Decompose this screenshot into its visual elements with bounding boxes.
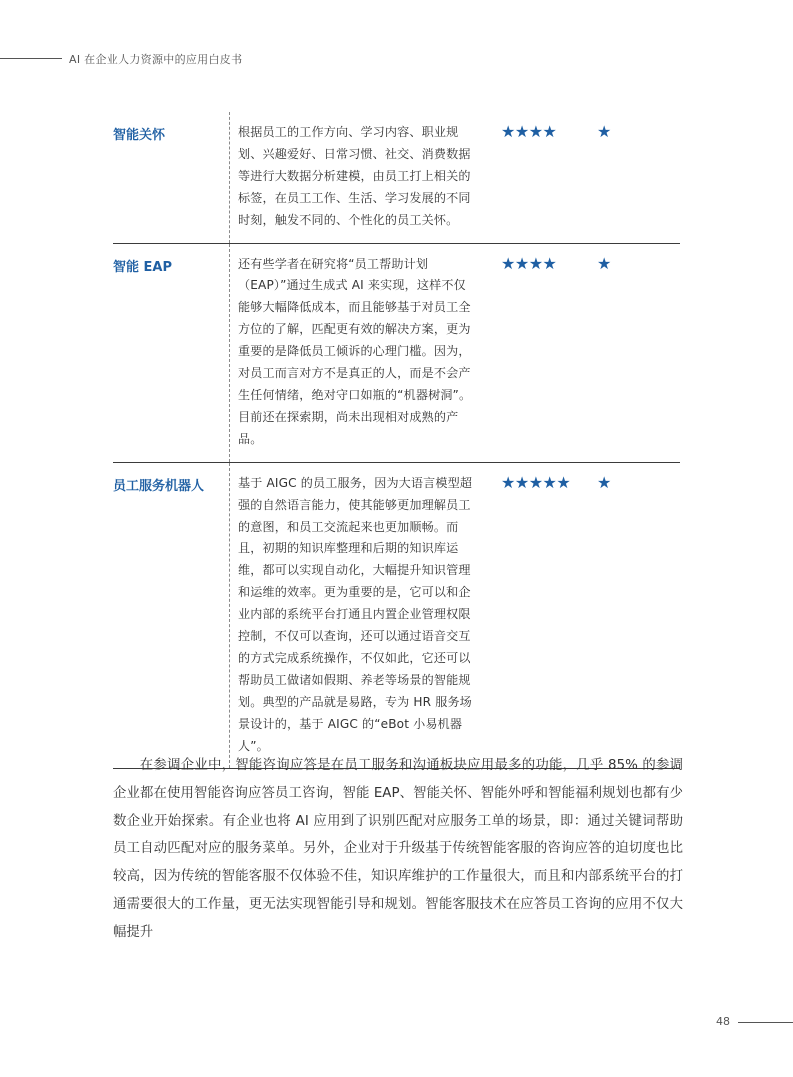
body-paragraph: 在参调企业中，智能咨询应答是在员工服务和沟通板块应用最多的功能，几乎 85% 的参调企业都在使用智能咨询应答员工咨询，智能 EAP、智能关怀、智能外呼和智能福利规划也都有少数企业开始探索。有企业也将 AI 应用到了识别匹配对应服务工单的场景，即：通过关键词帮助员工自动匹配对应的服务菜单。另外，企业对于升级基于传统智能客服的咨询应答的迫切度也比较高，因为传统的智能客服不仅体验不佳，知识库维护的工作量很大，而且和内部系统平台的打通需要很大的工作量，更无法实现智能引导和规划。智能客服技术在应答员工咨询的应用不仅大幅提升 xyxy=(113,758,683,940)
dashed-leader xyxy=(229,244,230,462)
dashed-leader xyxy=(229,112,230,243)
application-table xyxy=(113,112,680,769)
row-title: 智能 EAP xyxy=(113,259,172,275)
row-description: 根据员工的工作方向、学习内容、职业规划、兴趣爱好、日常习惯、社交、消费数据等进行大数据分析建模，由员工打上相关的标签，在员工工作、生活、学习发展的不同时刻，触发不同的、个性化的员工关怀。 xyxy=(238,125,471,227)
table-row xyxy=(113,244,680,463)
running-header: AI 在企业人力资源中的应用白皮书 xyxy=(69,53,243,66)
table-row xyxy=(113,463,680,770)
table-row xyxy=(113,112,680,244)
rating-star: ★ xyxy=(597,472,612,492)
page-number: 48 xyxy=(716,1015,730,1028)
row-title: 员工服务机器人 xyxy=(113,478,205,494)
rating-star: ★ xyxy=(597,253,612,273)
rating-stars: ★★★★ xyxy=(501,122,557,141)
row-description: 基于 AIGC 的员工服务，因为大语言模型超强的自然语言能力，使其能够更加理解员工的意图，和员工交流起来也更加顺畅。而且，初期的知识库整理和后期的知识库运维，都可以实现自动化，大幅提升知识管理和运维的效率。更为重要的是，它可以和企业内部的系统平台打通且内置企业管理权限控制，不仅可以查询，还可以通过语音交互的方式完成系统操作，不仅如此，它还可以帮助员工做诸如假期、养老等场景的智能规划。典型的产品就是易路，专为 HR 服务场景设计的，基于 AIGC 的“eBot 小易机器人”。 xyxy=(238,475,473,753)
rating-stars: ★★★★★ xyxy=(501,472,571,492)
row-description: 还有些学者在研究将“员工帮助计划（EAP）”通过生成式 AI 来实现，这样不仅能够大幅降低成本，而且能够基于对员工全方位的了解，匹配更有效的解决方案，更为重要的是降低员工倾诉的心理门槛。因为，对员工而言对方不是真正的人，而是不会产生任何情绪，绝对守口如瓶的“机器树洞”。目前还在探索期，尚未出现相对成熟的产品。 xyxy=(238,256,472,446)
footer-rule xyxy=(738,1022,793,1023)
header-rule xyxy=(0,58,62,59)
row-title: 智能关怀 xyxy=(113,128,166,143)
rating-stars: ★★★★ xyxy=(501,253,557,273)
rating-star: ★ xyxy=(597,122,612,141)
dashed-leader xyxy=(229,463,230,769)
body-text xyxy=(113,752,683,947)
